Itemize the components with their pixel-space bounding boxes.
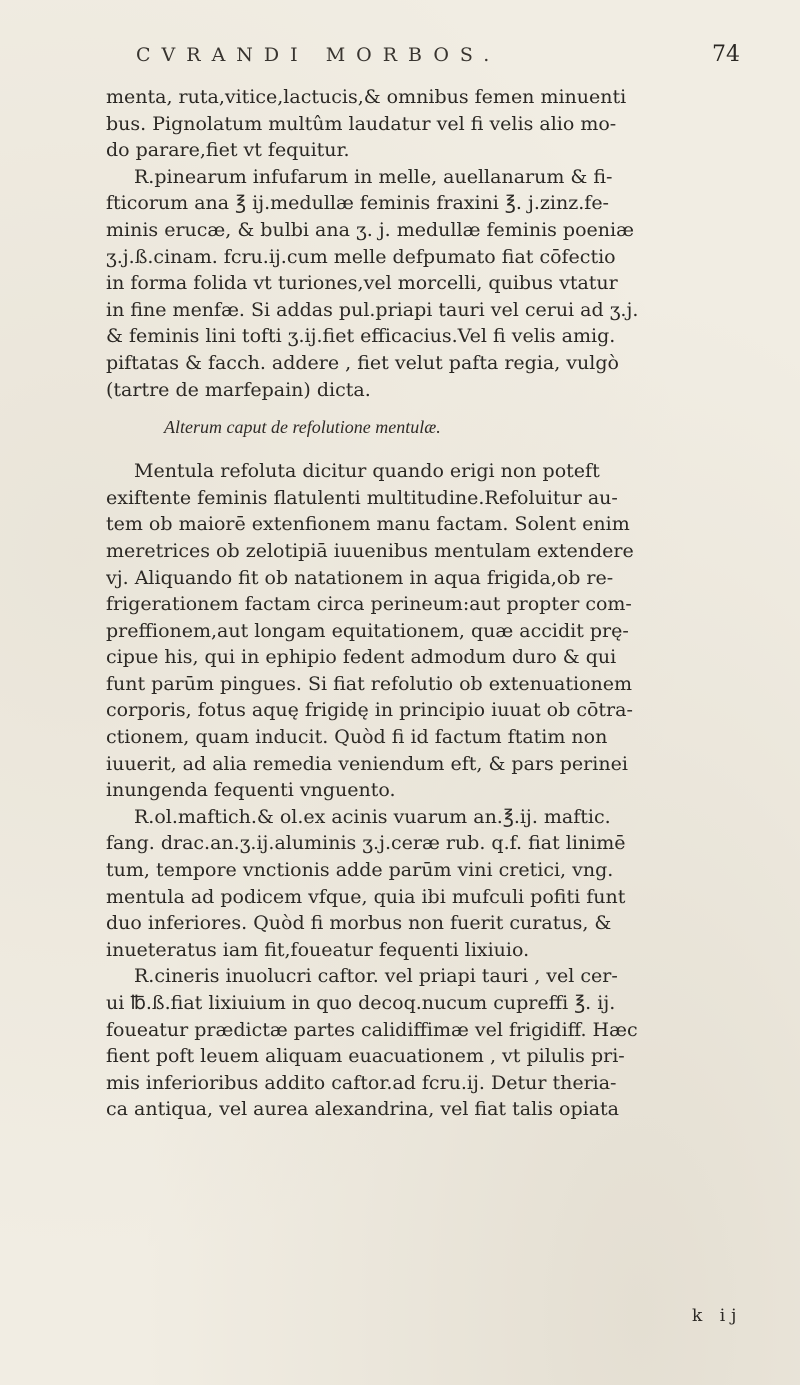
text-line: preffionem,aut longam equitationem, quæ accidit prę- — [106, 619, 629, 642]
page-number: 74 — [712, 42, 740, 67]
running-head-title: CVRANDI MORBOS. — [136, 44, 501, 66]
text-line: funt parūm pingues. Si fiat refolutio ob extenuationem — [106, 672, 633, 695]
text-line: inueteratus iam fit,foueatur fequenti lixiuio. — [106, 938, 530, 961]
text-line: exiftente feminis flatulenti multitudine.Refoluitur au- — [106, 486, 618, 509]
text-line: iuuerit, ad alia remedia veniendum eft, & pars perinei — [106, 752, 628, 775]
text-line: inungenda fequenti vnguento. — [106, 779, 396, 802]
text-line: R.ol.maftich.& ol.ex acinis vuarum an.℥.ij. maftic. — [134, 805, 611, 828]
paragraph-2-recipe — [106, 164, 742, 403]
text-line: fticorum ana ℥ ij.medullæ feminis fraxini ℥. j.zinz.fe- — [106, 192, 609, 215]
text-line: fang. drac.an.ʒ.ij.aluminis ʒ.j.ceræ rub. q.f. fiat linimē — [106, 832, 626, 855]
text-line: fient poft leuem aliquam euacuationem , vt pilulis pri- — [106, 1045, 625, 1068]
text-line: in fine menfæ. Si addas pul.priapi tauri vel cerui ad ʒ.j. — [106, 298, 639, 321]
text-line: ca antiqua, vel aurea alexandrina, vel fiat talis opiata — [106, 1098, 619, 1121]
text-line: R.cineris inuolucri caftor. vel priapi tauri , vel cer- — [134, 965, 618, 988]
text-line: tum, tempore vnctionis adde parūm vini cretici, vng. — [106, 859, 614, 882]
text-line: (tartre de marfepain) dicta. — [106, 378, 371, 401]
text-line: mentula ad podicem vfque, quia ibi mufculi pofiti funt — [106, 885, 626, 908]
text-line: do parare,fiet vt fequitur. — [106, 139, 350, 162]
paragraph-3 — [106, 458, 742, 804]
text-line: bus. Pignolatum multûm laudatur vel fi velis alio mo- — [106, 112, 617, 135]
text-line: foueatur prædictæ partes calidiffimæ vel frigidiff. Hæc — [106, 1018, 638, 1041]
text-line: piftatas & facch. addere , fiet velut pafta regia, vulgò — [106, 351, 619, 374]
text-line: tem ob maiorē extenfionem manu factam. Solent enim — [106, 513, 630, 536]
text-line: meretrices ob zelotipiā iuuenibus mentulam extendere — [106, 539, 634, 562]
text-line: ctionem, quam inducit. Quòd fi id factum ftatim non — [106, 726, 608, 749]
text-line: menta, ruta,vitice,lactucis,& omnibus femen minuenti — [106, 86, 627, 108]
text-line: R.pinearum infufarum in melle, auellanarum & fi- — [134, 165, 613, 188]
text-line: duo inferiores. Quòd fi morbus non fuerit curatus, & — [106, 912, 612, 935]
text-line: Mentula refoluta dicitur quando erigi non poteft — [134, 460, 600, 483]
paragraph-4-recipe — [106, 804, 742, 964]
text-line: mis inferioribus addito caftor.ad fcru.ij. Detur theria- — [106, 1071, 617, 1094]
text-line: cipue his, qui in ephipio fedent admodum duro & qui — [106, 646, 617, 669]
text-line: vj. Aliquando fit ob natationem in aqua frigida,ob re- — [106, 566, 614, 589]
paragraph-1 — [106, 84, 742, 164]
text-line: minis erucæ, & bulbi ana ʒ. j. medullæ feminis poeniæ — [106, 218, 634, 241]
text-line: in forma folida vt turiones,vel morcelli, quibus vtatur — [106, 272, 618, 295]
paragraph-5-recipe — [106, 963, 742, 1123]
section-heading: Alterum caput de refolutione mentulæ. — [164, 417, 441, 438]
text-line: frigerationem factam circa perineum:aut propter com- — [106, 593, 632, 616]
catchword: k ij — [692, 1306, 743, 1326]
text-line: corporis, fotus aquę frigidę in principio iuuat ob cōtra- — [106, 699, 633, 722]
text-line: ui ℔.ß.fiat lixiuium in quo decoq.nucum cupreffi ℥. ij. — [106, 992, 616, 1014]
text-line: ʒ.j.ß.cinam. fcru.ij.cum melle defpumato fiat cōfectio — [106, 245, 616, 268]
text-line: & feminis lini tofti ʒ.ij.fiet efficacius.Vel fi velis amig. — [106, 325, 616, 348]
running-head — [106, 42, 742, 84]
